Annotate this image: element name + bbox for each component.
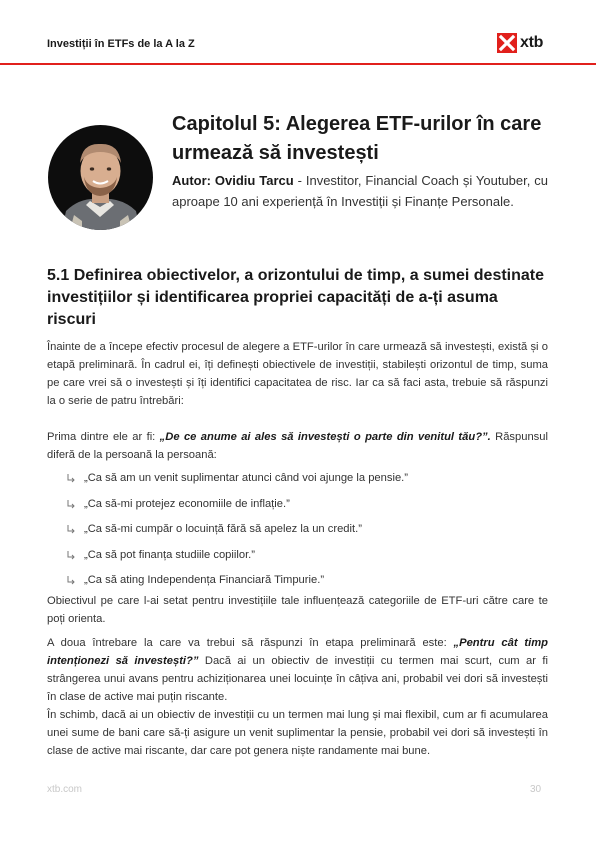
list-item-text: „Ca să-mi protejez economiile de inflație.”	[84, 497, 290, 510]
author-portrait-icon	[48, 125, 153, 230]
question-two-paragraph	[47, 634, 548, 706]
footer-site: xtb.com	[47, 784, 83, 795]
list-item-text: „Ca să-mi cumpăr o locuință fără să apelez la un credit.”	[84, 523, 362, 535]
arrow-return-icon	[66, 550, 76, 560]
xtb-logo-icon	[497, 33, 517, 53]
logo-text: xtb	[520, 34, 544, 51]
author-description: - Investitor, Financial Coach și Youtuber, cu aproape 10 ani experiență în Investiții și Finanțe Personale.	[172, 173, 548, 209]
intro-paragraph: Înainte de a începe efectiv procesul de alegere a ETF-urilor în care urmează să investești, există și o etapă preliminară. În cadrul ei, îți definești obiectivele de investiții, stabilești orizontul de timp, suma pe care vrei să o investești și îți identifici capacitatea de risc. Iar ca să faci asta, trebuie să răspunzi la o serie de patru întrebări:	[47, 341, 548, 407]
author-info	[172, 170, 548, 212]
question-one-prefix: Prima dintre ele ar fi:	[47, 431, 160, 443]
question-one-suffix: Răspunsul diferă de la persoană la persoană:	[47, 431, 548, 461]
document-header-title: Investiții în ETFs de la A la Z	[47, 38, 195, 50]
section-title: 5.1 Definirea obiectivelor, a orizontului de timp, a sumei destinate investițiilor și identificarea propriei capacități de a-ți asuma riscuri	[47, 267, 545, 328]
list-item-text: „Ca să am un venit suplimentar atunci când voi ajunge la pensie.”	[84, 472, 408, 484]
arrow-return-icon	[66, 575, 76, 585]
page-number: 30	[530, 784, 542, 795]
arrow-return-icon	[66, 473, 76, 483]
question-one-text: „De ce anume ai ales să investești o parte din venitul tău?”.	[159, 431, 491, 443]
list-item	[66, 495, 526, 521]
question-two-suffix: Dacă ai un obiectiv de investiții cu termen mai scurt, cum ar fi strângerea unui avans pentru achiziționarea unei locuințe în câțiva ani, probabil vei dori să investești în clase de active mai puțin riscante.	[47, 655, 548, 703]
header-divider	[0, 63, 596, 65]
author-avatar	[48, 125, 153, 230]
xtb-logo	[497, 33, 543, 53]
chapter-title: Capitolul 5: Alegerea ETF-urilor în care urmează să investești	[172, 113, 542, 164]
answers-list	[66, 469, 526, 597]
list-item	[66, 469, 526, 495]
author-name: Autor: Ovidiu Tarcu	[172, 173, 294, 188]
arrow-return-icon	[66, 524, 76, 534]
question-two-prefix: A doua întrebare la care va trebui să răspunzi în etapa preliminară este:	[47, 637, 454, 649]
list-item	[66, 520, 526, 546]
question-two-text: „Pentru cât timp intenționezi să investești?”	[47, 637, 548, 667]
question-one-paragraph	[47, 428, 548, 464]
list-item	[66, 546, 526, 572]
objective-paragraph: Obiectivul pe care l-ai setat pentru investițiile tale influențează categoriile de ETF-uri către care te poți orienta.	[47, 595, 548, 625]
list-item-text: „Ca să pot finanța studiile copiilor.”	[84, 548, 256, 561]
list-item-text: „Ca să ating Independența Financiară Timpurie.”	[84, 574, 325, 586]
long-term-paragraph: În schimb, dacă ai un obiectiv de investiții cu un termen mai lung și mai flexibil, cum ar fi acumularea unei sume de bani care să-ți asigure un venit suplimentar la pensie, probabil vei dori să investești în clase de active mai riscante, dar care pot genera niște randamente mai bune.	[47, 709, 548, 757]
arrow-return-icon	[66, 499, 76, 509]
